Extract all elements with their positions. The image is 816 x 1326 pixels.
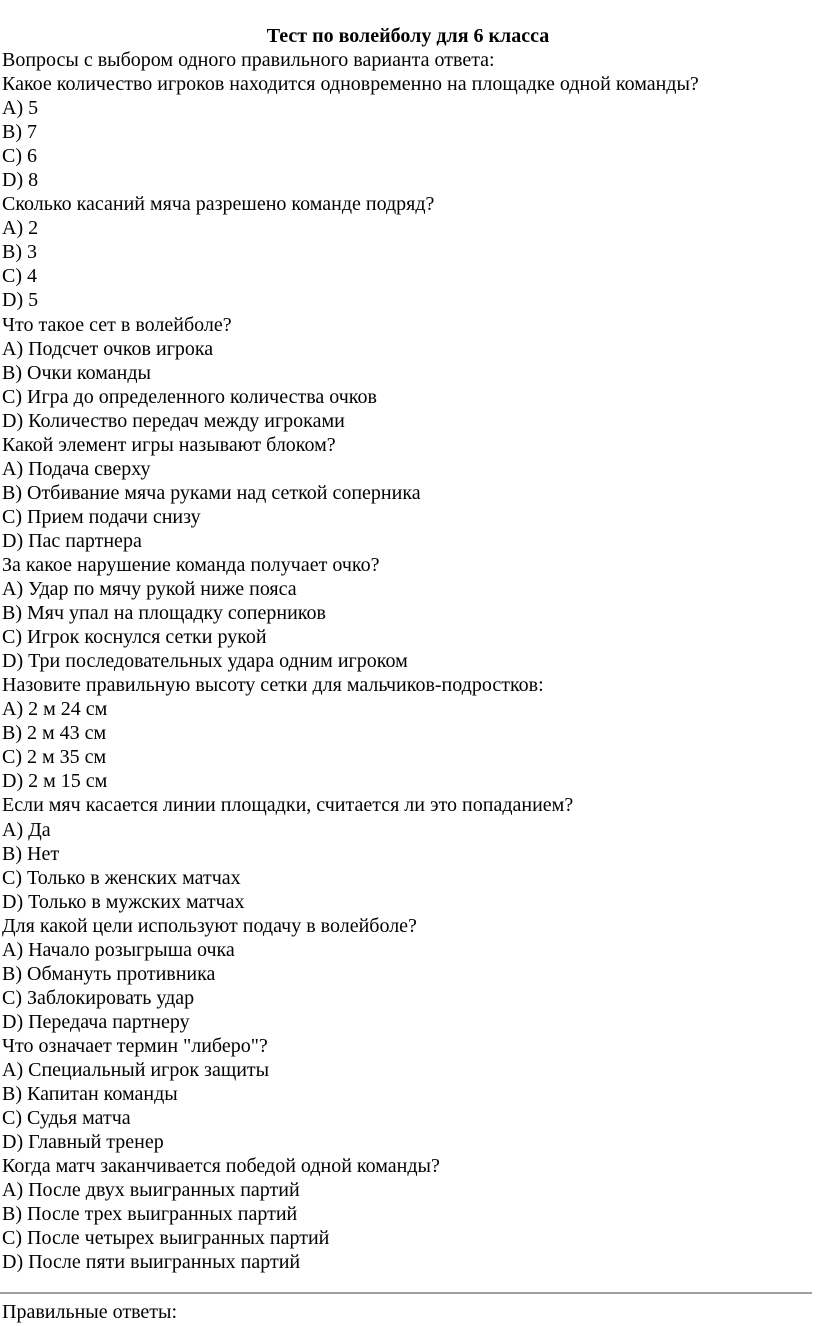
question-block <box>2 192 812 312</box>
answer-option: A) Начало розыгрыша очка <box>2 938 235 961</box>
answer-option: C) Игра до определенного количества очков <box>2 385 377 408</box>
question-block <box>2 313 812 433</box>
answer-option: D) Только в мужских матчах <box>2 890 245 913</box>
answer-option: C) Только в женских матчах <box>2 866 241 889</box>
answer-option: A) Удар по мячу рукой ниже пояса <box>2 578 297 601</box>
question-text: Сколько касаний мяча разрешено команде подряд? <box>2 193 435 216</box>
answer-option: A) 5 <box>2 97 39 120</box>
answer-option: B) После трех выигранных партий <box>2 1203 298 1226</box>
answer-option: B) Мяч упал на площадку соперников <box>2 602 326 625</box>
question-text: Что такое сет в волейболе? <box>2 313 232 336</box>
answer-option: B) Обмануть противника <box>2 962 216 985</box>
answer-option: C) Прием подачи снизу <box>2 505 201 528</box>
answer-option: A) Да <box>2 818 51 841</box>
answer-option: C) После четырех выигранных партий <box>2 1227 330 1250</box>
answer-option: B) 2 м 43 см <box>2 722 107 745</box>
question-block <box>2 673 812 793</box>
question-block <box>2 1034 812 1154</box>
document-title: Тест по волейболу для 6 класса <box>266 25 550 47</box>
question-block <box>2 433 812 553</box>
answer-option: D) Три последовательных удара одним игроком <box>2 650 408 673</box>
answer-option: B) Отбивание мяча руками над сеткой соперника <box>2 481 421 504</box>
question-block <box>2 914 812 1034</box>
question-text: За какое нарушение команда получает очко? <box>2 553 380 576</box>
answer-option: D) Количество передач между игроками <box>2 409 345 432</box>
answer-option: C) Судья матча <box>2 1107 131 1130</box>
answer-option: C) 6 <box>2 145 37 168</box>
horizontal-divider <box>0 1292 812 1294</box>
answer-option: D) После пяти выигранных партий <box>2 1251 301 1274</box>
question-block <box>2 72 812 192</box>
answer-option: C) Заблокировать удар <box>2 986 195 1009</box>
answer-option: A) Подсчет очков игрока <box>2 337 214 360</box>
answer-option: D) 5 <box>2 289 39 312</box>
question-block <box>2 793 812 913</box>
answer-option: D) Передача партнеру <box>2 1010 190 1033</box>
answer-option: B) 3 <box>2 241 37 264</box>
answer-option: D) 8 <box>2 169 39 192</box>
answer-option: A) Подача сверху <box>2 457 151 480</box>
answer-option: B) Очки команды <box>2 361 151 384</box>
answer-option: A) Специальный игрок защиты <box>2 1058 270 1081</box>
answer-option: B) Капитан команды <box>2 1083 178 1106</box>
answer-option: B) Нет <box>2 842 60 865</box>
answer-option: A) После двух выигранных партий <box>2 1179 300 1202</box>
question-text: Какой элемент игры называют блоком? <box>2 433 336 456</box>
answer-option: C) 4 <box>2 265 37 288</box>
question-text: Что означает термин "либеро"? <box>2 1034 268 1057</box>
question-text: Назовите правильную высоту сетки для мальчиков-подростков: <box>2 674 544 697</box>
answer-option: D) Пас партнера <box>2 529 142 552</box>
intro-text: Вопросы с выбором одного правильного варианта ответа: <box>2 49 495 71</box>
answer-option: B) 7 <box>2 121 37 144</box>
answer-option: D) Главный тренер <box>2 1131 164 1154</box>
question-text: Какое количество игроков находится одновременно на площадке одной команды? <box>2 73 699 96</box>
answer-option: A) 2 <box>2 217 39 240</box>
answer-option: C) Игрок коснулся сетки рукой <box>2 626 267 649</box>
answers-heading: Правильные ответы: <box>2 1301 177 1323</box>
question-text: Если мяч касается линии площадки, считается ли это попаданием? <box>2 794 574 817</box>
question-block <box>2 1154 812 1274</box>
document-body <box>2 48 812 1274</box>
answer-option: A) 2 м 24 см <box>2 698 108 721</box>
answer-option: D) 2 м 15 см <box>2 770 108 793</box>
question-text: Для какой цели используют подачу в волейболе? <box>2 914 417 937</box>
question-text: Когда матч заканчивается победой одной команды? <box>2 1155 440 1178</box>
question-block <box>2 553 812 673</box>
answer-option: C) 2 м 35 см <box>2 746 107 769</box>
